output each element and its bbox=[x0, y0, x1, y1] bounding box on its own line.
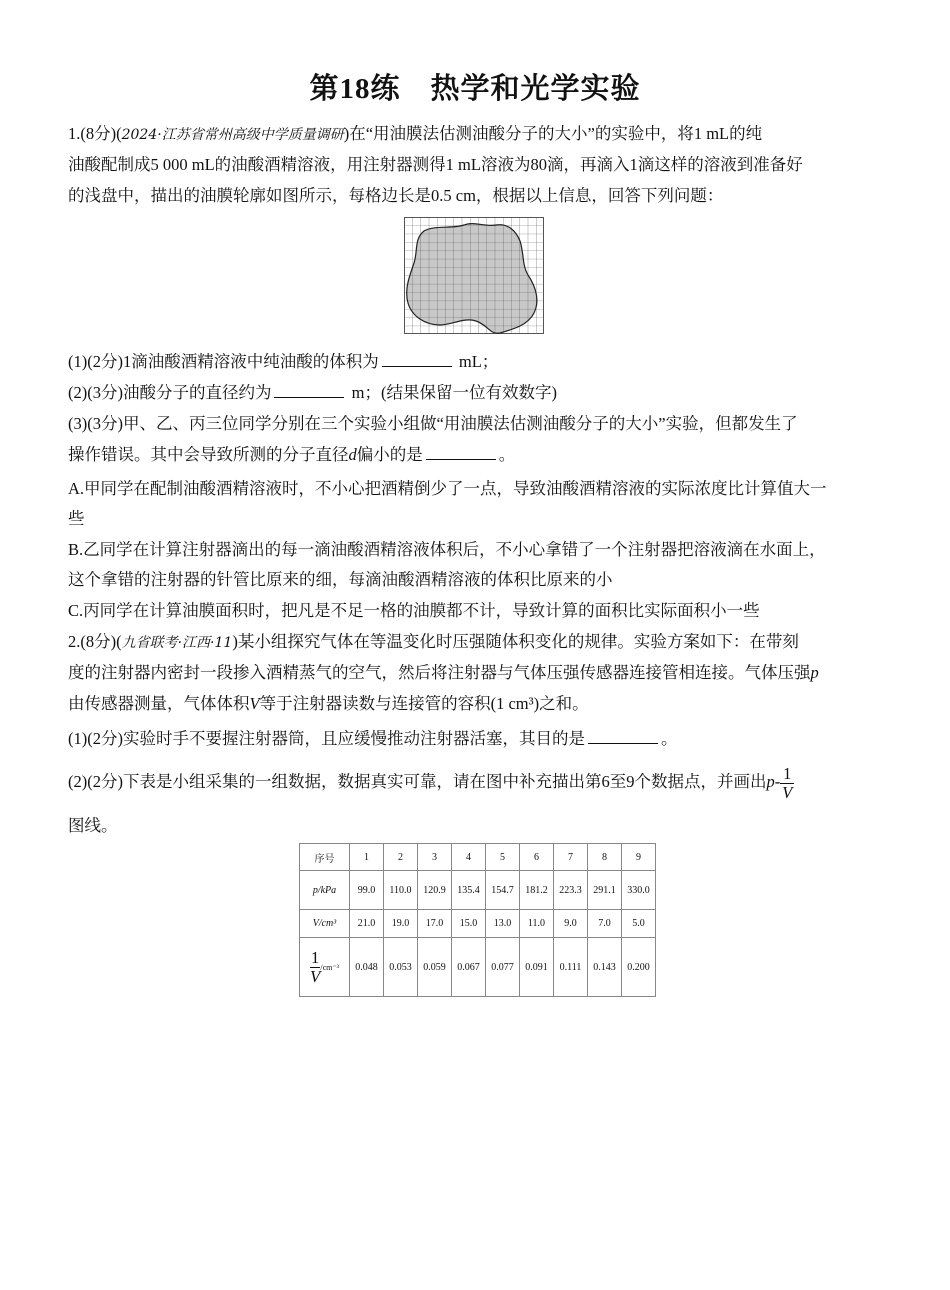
table-row-p bbox=[300, 871, 656, 910]
table-cell: 13.0 bbox=[486, 910, 520, 938]
table-cell: 0.053 bbox=[384, 938, 418, 997]
answer-blank[interactable] bbox=[588, 729, 658, 744]
table-cell: 6 bbox=[520, 844, 554, 871]
table-cell: 19.0 bbox=[384, 910, 418, 938]
table-cell: 135.4 bbox=[452, 871, 486, 910]
q1-line-1: 1.(8分)(2024·江苏省常州高级中学质量调研)在“用油膜法估测油酸分子的大小”的实验中，将1 mL的纯 bbox=[68, 124, 763, 143]
table-cell: 0.077 bbox=[486, 938, 520, 997]
table-cell: 120.9 bbox=[418, 871, 452, 910]
q2-sub2: (2)(2分)下表是小组采集的一组数据，数据真实可靠，请在图中补充描出第6至9个数据点，并画出p- $\frac{1}{V}$ bbox=[68, 763, 793, 802]
option-a-line-2: 些 bbox=[68, 509, 85, 528]
table-cell: 9 bbox=[622, 844, 656, 871]
q1-sub1: (1)(2分)1滴油酸酒精溶液中纯油酸的体积为 mL； bbox=[68, 352, 499, 371]
q2-line-3: 由传感器测量，气体体积V等于注射器读数与连接管的容积(1 cm³)之和。 bbox=[68, 694, 589, 713]
table-cell: 330.0 bbox=[622, 871, 656, 910]
fraction-1-over-v: $\frac{1}{V}$ bbox=[782, 763, 793, 802]
q2-line-1: 2.(8分)(九省联考·江西·11)某小组探究气体在等温变化时压强随体积变化的规律。实验方案如下：在带刻 bbox=[68, 632, 799, 651]
table-cell: 0.067 bbox=[452, 938, 486, 997]
option-a-line-1: A.甲同学在配制油酸酒精溶液时，不小心把酒精倒少了一点，导致油酸酒精溶液的实际浓度比计算值大一 bbox=[68, 479, 827, 498]
table-v-label: V/cm³ bbox=[300, 910, 350, 938]
table-cell: 181.2 bbox=[520, 871, 554, 910]
table-cell: 223.3 bbox=[554, 871, 588, 910]
table-cell: 5.0 bbox=[622, 910, 656, 938]
table-inverse-v-label: $\frac{1}{V}/cm^{-3}$ bbox=[300, 938, 350, 997]
q1-source: 2024·江苏省常州高级中学质量调研 bbox=[121, 127, 344, 143]
q2-line-2: 度的注射器内密封一段掺入酒精蒸气的空气，然后将注射器与气体压强传感器连接管相连接。气体压强p bbox=[68, 663, 819, 682]
table-cell: 2 bbox=[384, 844, 418, 871]
q1-number: 1.(8分)( bbox=[68, 124, 122, 143]
table-cell: 291.1 bbox=[588, 871, 622, 910]
table-cell: 0.048 bbox=[350, 938, 384, 997]
table-cell: 0.143 bbox=[588, 938, 622, 997]
table-cell: 11.0 bbox=[520, 910, 554, 938]
answer-blank[interactable] bbox=[382, 352, 452, 367]
q2-number: 2.(8分)( bbox=[68, 632, 122, 651]
table-cell: 8 bbox=[588, 844, 622, 871]
table-row-index bbox=[300, 844, 656, 871]
answer-blank[interactable] bbox=[274, 383, 344, 398]
table-cell: 1 bbox=[350, 844, 384, 871]
q1-sub3-line-2: 操作错误。其中会导致所测的分子直径d偏小的是 。 bbox=[68, 445, 516, 464]
table-cell: 0.059 bbox=[418, 938, 452, 997]
table-cell: 7 bbox=[554, 844, 588, 871]
data-table bbox=[299, 843, 656, 997]
q1-line-2: 油酸配制成5 000 mL的油酸酒精溶液，用注射器测得1 mL溶液为80滴，再滴入1滴这样的溶液到准备好 bbox=[68, 155, 803, 174]
table-cell: 15.0 bbox=[452, 910, 486, 938]
table-cell: 5 bbox=[486, 844, 520, 871]
table-cell: 154.7 bbox=[486, 871, 520, 910]
table-row-v bbox=[300, 910, 656, 938]
table-cell: 7.0 bbox=[588, 910, 622, 938]
table-p-label: p/kPa bbox=[300, 871, 350, 910]
table-cell: 0.111 bbox=[554, 938, 588, 997]
table-row-inverse-v bbox=[300, 938, 656, 997]
table-header-label: 序号 bbox=[300, 844, 350, 871]
table-cell: 0.091 bbox=[520, 938, 554, 997]
option-b-line-2: 这个拿错的注射器的针管比原来的细，每滴油酸酒精溶液的体积比原来的小 bbox=[68, 570, 613, 589]
table-cell: 3 bbox=[418, 844, 452, 871]
table-cell: 21.0 bbox=[350, 910, 384, 938]
table-cell: 0.200 bbox=[622, 938, 656, 997]
table-cell: 17.0 bbox=[418, 910, 452, 938]
q1-sub2: (2)(3分)油酸分子的直径约为 m；(结果保留一位有效数字) bbox=[68, 383, 557, 402]
table-cell: 99.0 bbox=[350, 871, 384, 910]
option-b-line-1: B.乙同学在计算注射器滴出的每一滴油酸酒精溶液体积后，不小心拿错了一个注射器把溶液滴在水面上， bbox=[68, 540, 826, 559]
table-cell: 9.0 bbox=[554, 910, 588, 938]
table-cell: 4 bbox=[452, 844, 486, 871]
q2-sub1: (1)(2分)实验时手不要握注射器筒，且应缓慢推动注射器活塞，其目的是 。 bbox=[68, 729, 678, 748]
option-c: C.丙同学在计算油膜面积时，把凡是不足一格的油膜都不计，导致计算的面积比实际面积小一些 bbox=[68, 601, 760, 620]
q1-sub3-line-1: (3)(3分)甲、乙、丙三位同学分别在三个实验小组做“用油膜法估测油酸分子的大小”实验，但都发生了 bbox=[68, 414, 798, 433]
oil-film-figure bbox=[404, 217, 544, 334]
answer-blank[interactable] bbox=[426, 445, 496, 460]
q2-sub2-end: 图线。 bbox=[68, 816, 118, 835]
q2-source: 九省联考·江西·11 bbox=[121, 635, 233, 651]
q1-line-3: 的浅盘中，描出的油膜轮廓如图所示，每格边长是0.5 cm，根据以上信息，回答下列问题： bbox=[68, 186, 724, 205]
page-title: 第18练 热学和光学实验 bbox=[309, 73, 641, 105]
table-cell: 110.0 bbox=[384, 871, 418, 910]
